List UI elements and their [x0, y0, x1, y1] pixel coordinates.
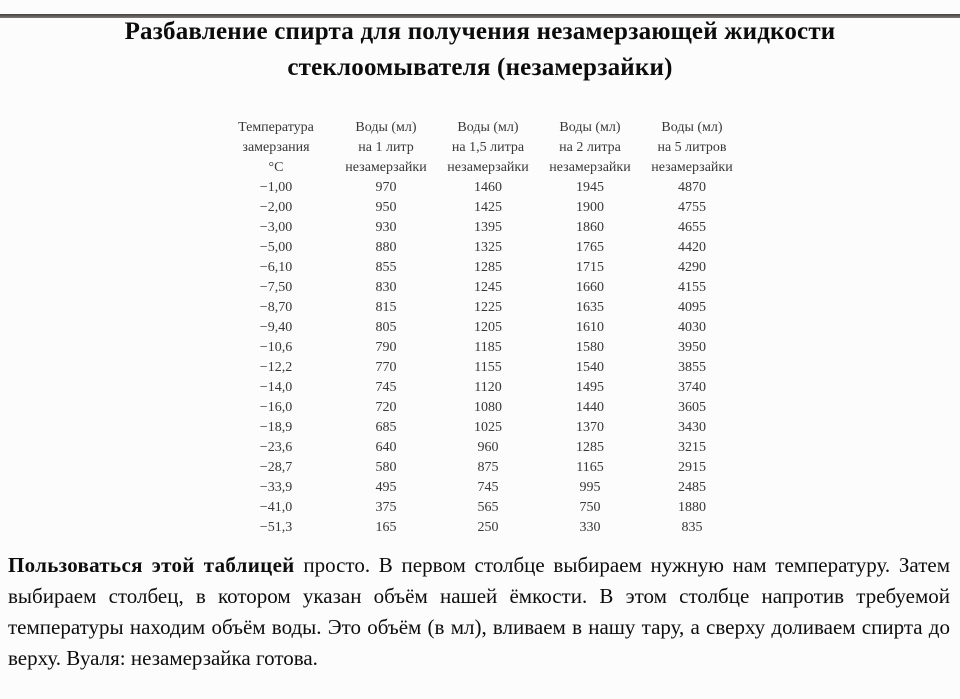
table-cell: 250 — [477, 520, 499, 535]
table-cell: 495 — [375, 480, 397, 495]
table-cell: 3430 — [678, 420, 706, 435]
header-cell-water-1-5l — [437, 118, 539, 178]
table-cell: 1945 — [576, 180, 604, 195]
table-body — [217, 178, 743, 538]
table-cell: 1860 — [576, 220, 604, 235]
table-row — [217, 458, 743, 478]
header-line: Воды (мл) — [661, 120, 723, 135]
table-cell: 830 — [375, 280, 397, 295]
usage-paragraph — [8, 550, 950, 674]
table-cell: 3950 — [678, 340, 706, 355]
table-cell: 1395 — [474, 220, 502, 235]
table-cell: −3,00 — [259, 220, 293, 235]
table-cell: 1080 — [474, 400, 502, 415]
table-row — [217, 398, 743, 418]
table-cell: 1635 — [576, 300, 604, 315]
header-line: незамерзайки — [549, 160, 631, 175]
table-cell: 1610 — [576, 320, 604, 335]
table-cell: 1325 — [474, 240, 502, 255]
table-cell: 995 — [579, 480, 601, 495]
table-cell: −18,9 — [259, 420, 293, 435]
table-row — [217, 438, 743, 458]
table-cell: 880 — [375, 240, 397, 255]
table-row — [217, 198, 743, 218]
table-cell: 1285 — [576, 440, 604, 455]
table-cell: 4290 — [678, 260, 706, 275]
dilution-table-wrapper — [0, 118, 960, 538]
table-cell: 770 — [375, 360, 397, 375]
table-cell: 1185 — [474, 340, 502, 355]
table-cell: 745 — [477, 480, 499, 495]
table-row — [217, 498, 743, 518]
header-cell-water-1l — [335, 118, 437, 178]
table-cell: −16,0 — [259, 400, 293, 415]
page-title: Разбавление спирта для получения незамерзающей жидкости стеклоомывателя (незамерзайки) — [124, 18, 836, 81]
table-cell: −28,7 — [259, 460, 293, 475]
table-cell: 805 — [375, 320, 397, 335]
table-cell: −51,3 — [259, 520, 293, 535]
table-cell: 4155 — [678, 280, 706, 295]
header-line: Воды (мл) — [559, 120, 621, 135]
table-header-row — [217, 118, 743, 178]
table-cell: −9,40 — [259, 320, 293, 335]
usage-paragraph-bold-lead: Пользоваться этой таблицей — [8, 553, 295, 577]
table-cell: 1120 — [474, 380, 502, 395]
table-row — [217, 338, 743, 358]
table-cell: 970 — [375, 180, 397, 195]
table-row — [217, 418, 743, 438]
dilution-table — [217, 118, 743, 538]
table-cell: 580 — [375, 460, 397, 475]
table-cell: 1580 — [576, 340, 604, 355]
header-line: на 1,5 литра — [451, 140, 525, 155]
table-cell: −33,9 — [259, 480, 293, 495]
table-cell: 2915 — [678, 460, 706, 475]
table-cell: 4030 — [678, 320, 706, 335]
table-row — [217, 298, 743, 318]
header-line: Воды (мл) — [355, 120, 417, 135]
table-cell: −10,6 — [259, 340, 293, 355]
header-line: незамерзайки — [345, 160, 427, 175]
table-cell: 2485 — [678, 480, 706, 495]
table-cell: 1285 — [474, 260, 502, 275]
table-cell: −7,50 — [259, 280, 293, 295]
table-cell: −8,70 — [259, 300, 293, 315]
table-cell: 875 — [477, 460, 499, 475]
table-row — [217, 318, 743, 338]
table-cell: −23,6 — [259, 440, 293, 455]
header-cell-temperature — [217, 118, 335, 178]
table-cell: 4755 — [678, 200, 706, 215]
table-cell: 685 — [375, 420, 397, 435]
table-cell: 1025 — [474, 420, 502, 435]
table-cell: 750 — [579, 500, 601, 515]
table-cell: 565 — [477, 500, 499, 515]
table-cell: 950 — [375, 200, 397, 215]
table-cell: −14,0 — [259, 380, 293, 395]
table-cell: 1440 — [576, 400, 604, 415]
header-cell-water-5l — [641, 118, 743, 178]
table-cell: 375 — [375, 500, 397, 515]
table-cell: 720 — [375, 400, 397, 415]
table-row — [217, 218, 743, 238]
header-line: незамерзайки — [447, 160, 529, 175]
table-row — [217, 378, 743, 398]
table-cell: 3605 — [678, 400, 706, 415]
table-cell: 1370 — [576, 420, 604, 435]
header-line: замерзания — [242, 140, 310, 155]
table-cell: 855 — [375, 260, 397, 275]
table-cell: 4655 — [678, 220, 706, 235]
table-row — [217, 518, 743, 538]
table-cell: −12,2 — [259, 360, 293, 375]
table-cell: 1425 — [474, 200, 502, 215]
table-cell: 1205 — [474, 320, 502, 335]
table-cell: 1540 — [576, 360, 604, 375]
table-row — [217, 258, 743, 278]
table-cell: −6,10 — [259, 260, 293, 275]
table-row — [217, 178, 743, 198]
header-line: незамерзайки — [651, 160, 733, 175]
table-cell: 960 — [477, 440, 499, 455]
table-cell: 3855 — [678, 360, 706, 375]
table-cell: 745 — [375, 380, 397, 395]
table-cell: 165 — [375, 520, 397, 535]
table-cell: −5,00 — [259, 240, 293, 255]
table-row — [217, 478, 743, 498]
header-line: на 1 литр — [358, 140, 414, 155]
table-cell: 1495 — [576, 380, 604, 395]
table-cell: 640 — [375, 440, 397, 455]
table-cell: 1460 — [474, 180, 502, 195]
table-row — [217, 358, 743, 378]
table-row — [217, 238, 743, 258]
table-cell: 4420 — [678, 240, 706, 255]
table-cell: 4870 — [678, 180, 706, 195]
header-cell-water-2l — [539, 118, 641, 178]
table-cell: 815 — [375, 300, 397, 315]
table-cell: 1900 — [576, 200, 604, 215]
header-line: на 2 литра — [559, 140, 621, 155]
header-line: Воды (мл) — [457, 120, 519, 135]
table-cell: 1660 — [576, 280, 604, 295]
table-cell: 1765 — [576, 240, 604, 255]
table-cell: −2,00 — [259, 200, 293, 215]
table-cell: −41,0 — [259, 500, 293, 515]
table-header — [217, 118, 743, 178]
table-cell: 1155 — [474, 360, 502, 375]
table-cell: 1245 — [474, 280, 502, 295]
table-cell: 930 — [375, 220, 397, 235]
table-row — [217, 278, 743, 298]
document-page — [0, 14, 960, 699]
header-line: Температура — [238, 120, 314, 135]
table-cell: 1225 — [474, 300, 502, 315]
table-cell: 4095 — [678, 300, 706, 315]
table-cell: 330 — [579, 520, 601, 535]
table-cell: 835 — [681, 520, 703, 535]
top-border-bar — [0, 14, 960, 18]
header-line: °C — [268, 160, 284, 175]
usage-paragraph-rest: просто. В первом столбце выбираем нужную нам температуру. Затем выбираем столбец, в котором указан объём нашей ёмкости. В этом столбце напротив требуемой температуры находим объём воды. Это объём (в мл), вливаем в нашу тару, а сверху доливаем спирта до верху. Вуаля: незамерзайка готова. — [8, 553, 950, 670]
table-cell: 790 — [375, 340, 397, 355]
table-cell: 1880 — [678, 500, 706, 515]
table-cell: −1,00 — [259, 180, 293, 195]
table-cell: 3215 — [678, 440, 706, 455]
table-cell: 1165 — [576, 460, 604, 475]
header-line: на 5 литров — [657, 140, 727, 155]
table-cell: 1715 — [576, 260, 604, 275]
table-cell: 3740 — [678, 380, 706, 395]
